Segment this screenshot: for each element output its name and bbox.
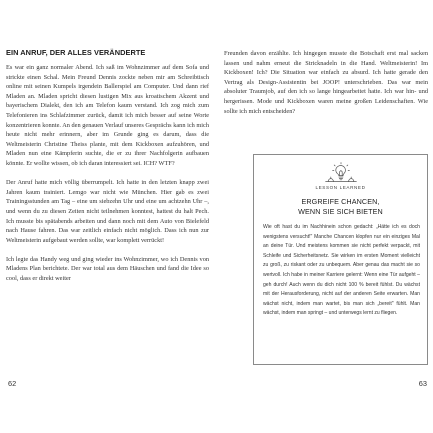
lesson-label: LESSON LEARNED	[315, 185, 366, 190]
lesson-heading-line: WENN SIE SICH BIETEN	[298, 206, 383, 216]
paragraph: Es war ein ganz normaler Abend. Ich saß im Wohnzimmer auf dem Sofa und strickte einen Schal. Mein Freund Dennis zockte neben mir am Schreibtisch online mit seinen Kumpels irgendein Ballerspiel am Computer. Und dann rief Mladen an. Mladen spricht diesen lustigen Mix aus kroatischem Akzent und bayerischem Dialekt, den ich am Telefon kaum verstand. Ich zog mich zum Telefonieren ins Schlafzimmer zurück, damit ich mich besser auf seine Worte konzentrieren konnte. An den genauen Verlauf unseres Gesprächs kann ich mich heute nicht mehr erinnern, aber im Grunde ging es darum, dass die Weltmeisterin Christine Theiss plante, mit dem Kickboxen aufzuhören, und Mladen nun eine Kämpferin suchte, die er zu ihrer Nachfolgerin aufbauen könnte. Er wollte wissen, ob ich daran interessiert sei. ICH? WTF?	[6, 64, 209, 167]
page-number-left: 62	[8, 379, 17, 388]
light-bulb-icon	[325, 162, 357, 184]
paragraph: Freunden davon erzählte. Ich hingegen musste die Botschaft erst mal sacken lassen und nahm erneut die Stricknadeln in die Hand. Weltmeisterin! Im Kickboxen! Ich? Die Situation war einfach zu absurd. Ich hatte gerade den Vertrag als Design-Assistentin bei JOOP! unterschrieben. Das war mein absoluter Traumjob, auf den ich so lange hingearbeitet hatte. Ich war hin- und hergerissen. Mode und Kickboxen waren meine großen Leidenschaften. Wie sollte ich mich entscheiden?	[224, 50, 428, 115]
paragraph: Der Anruf hatte mich völlig überrumpelt. Ich hatte in den letzten knapp zwei Jahren kaum trainiert. Lemgo war nicht wie München. Hier gab es zwei Trainingsstunden am Tag – eine um siebzehn Uhr und eine um achtzehn Uhr –, und wenn du zu diesen Zeiten nicht teilnehmen konntest, hattest du halt Pech. Ich musste bis spätabends arbeiten und dann noch mit dem Auto von Bielefeld nach Hause fahren. Das war zeitlich einfach nicht möglich. Dass ich nun zur Weltmeisterin aufgebaut werden sollte, war komplett verrückt!	[6, 179, 209, 244]
lesson-text: Wie oft hast du im Nachhinein schon gedacht: „Hätte ich es doch wenigstens versucht!" Manche Chancen klopfen nur ein einziges Mal an deine Tür. Und meistens kommen sie nicht perfekt verpackt, mit Schleife und Sicherheitsnetz. Sie wirken im ersten Moment vielleicht zu groß, zu riskant oder zu unbequem. Aber genau das macht sie so wertvoll. Ich habe in meiner Karriere gelernt: Wenn eine Tür aufgeht – geh durch! Auch wenn du dich nicht 100 % bereit fühlst. Du wächst mit der Herausforderung, nicht auf der anderen Seite erwarten. Man wächst nicht, indem man wartet, bis man sich „bereit" fühlt. Man wächst, indem man springt – und unterwegs lernt zu fliegen.	[263, 224, 420, 317]
right-page	[216, 0, 433, 433]
chapter-title: EIN ANRUF, DER ALLES VERÄNDERTE	[6, 48, 146, 57]
page-number-right: 63	[418, 379, 427, 388]
paragraph: Ich legte das Handy weg und ging wieder ins Wohnzimmer, wo ich Dennis von Mladens Plan berichtete. Der war total aus dem Häuschen und fand die Idee so cool, dass er direkt weiter	[6, 255, 209, 283]
left-page	[0, 0, 216, 433]
lesson-heading	[254, 197, 427, 216]
right-page-body	[224, 49, 428, 116]
lesson-heading-line: ERGREIFE CHANCEN,	[301, 197, 380, 206]
left-page-body	[6, 63, 209, 293]
lesson-learned-box	[253, 154, 428, 365]
